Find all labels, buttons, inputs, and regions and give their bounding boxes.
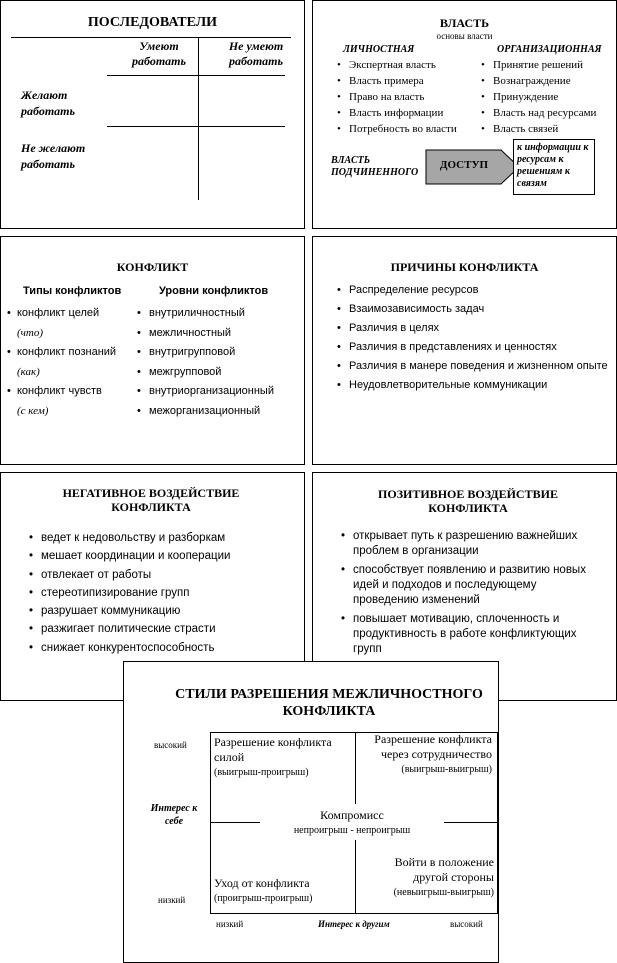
- style-accommodate-note: (невыигрыш-выигрыш): [393, 887, 494, 898]
- style-avoid-label: Уход от конфликта: [214, 876, 310, 890]
- negative-item: • отвлекает от работы: [29, 566, 299, 584]
- style-avoid: [214, 876, 354, 906]
- conflict-level-item: • внутригрупповой: [137, 343, 274, 363]
- cause-item: • Неудовлетворительные коммуникации: [337, 378, 609, 392]
- power-org-item: • Принуждение: [481, 89, 596, 105]
- conflict-level-item: • межорганизационный: [137, 402, 274, 422]
- style-compromise: [260, 808, 444, 838]
- negative-title: НЕГАТИВНОЕ ВОЗДЕЙСТВИЕ КОНФЛИКТА: [62, 486, 240, 514]
- conflict-type-note: (что): [17, 326, 44, 339]
- conflict-levels-list: [137, 304, 274, 421]
- styles-grid-h-right: [444, 822, 498, 823]
- negative-item: • разжигает политические страсти: [29, 620, 299, 638]
- followers-grid-v: [198, 38, 199, 200]
- styles-y-low: низкий: [158, 895, 186, 905]
- negative-item: • разрушает коммуникацию: [29, 602, 299, 620]
- negative-item: • мешает координации и кооперации: [29, 547, 299, 565]
- styles-y-high: высокий: [154, 740, 187, 750]
- style-compromise-note: непроигрыш - непроигрыш: [293, 825, 411, 836]
- causes-title: ПРИЧИНЫ КОНФЛИКТА: [390, 260, 539, 274]
- negative-item: • стереотипизирование групп: [29, 584, 299, 602]
- access-targets-box: к информации к ресурсам к решениям к связям: [513, 139, 595, 195]
- conflict-level-item: • внутриорганизационный: [137, 382, 274, 402]
- cause-item: • Распределение ресурсов: [337, 283, 609, 297]
- styles-grid-v-top: [355, 732, 356, 804]
- followers-grid-h1: [107, 75, 285, 76]
- conflict-type-item: • конфликт целей: [7, 307, 100, 319]
- cause-item: • Взаимозависимость задач: [337, 302, 609, 316]
- cause-item: • Различия в представлениях и ценностях: [337, 340, 609, 354]
- power-personal-item: • Экспертная власть: [337, 57, 457, 73]
- conflict-type-label: конфликт познаний: [17, 346, 117, 358]
- style-cooperation-note: (выигрыш-выигрыш): [401, 764, 492, 775]
- power-subordinate-label: ВЛАСТЬ ПОДЧИНЕННОГО: [331, 155, 419, 178]
- negative-item: • снижает конкурентоспособность: [29, 639, 299, 657]
- conflict-level-item: • внутриличностный: [137, 304, 274, 324]
- style-compromise-label: Компромисс: [320, 808, 384, 822]
- positive-title: ПОЗИТИВНОЕ ВОЗДЕЙСТВИЕ КОНФЛИКТА: [378, 487, 558, 515]
- followers-panel: [0, 0, 305, 229]
- styles-x-axis-label: Интерес к другим: [318, 919, 390, 929]
- power-personal-item: • Право на власть: [337, 89, 457, 105]
- followers-col-able: Умеют работать: [132, 39, 186, 68]
- conflict-type-item: • конфликт познаний: [7, 346, 117, 358]
- power-org-item: • Власть над ресурсами: [481, 105, 596, 121]
- conflict-types-head: Типы конфликтов: [23, 285, 122, 297]
- conflict-title: КОНФЛИКТ: [116, 260, 189, 274]
- conflict-panel: [0, 236, 305, 465]
- causes-panel: [312, 236, 617, 465]
- style-force-note: (выигрыш-проигрыш): [214, 767, 309, 778]
- style-force-label: Разрешение конфликта силой: [214, 735, 332, 764]
- conflict-type-label: конфликт чувств: [17, 385, 102, 397]
- access-arrow-label: ДОСТУП: [439, 159, 489, 171]
- power-personal-item: • Власть примера: [337, 73, 457, 89]
- styles-grid-h-left: [210, 822, 260, 823]
- positive-item: • открывает путь к разрешению важнейших проблем в организации: [341, 529, 597, 559]
- negative-list: [29, 529, 299, 657]
- followers-row-want: Желают работать: [21, 88, 75, 118]
- power-personal-list: [337, 57, 457, 137]
- cause-item: • Различия в целях: [337, 321, 609, 335]
- followers-top-rule: [11, 37, 291, 38]
- followers-grid-h2: [107, 126, 285, 127]
- power-org-list: [481, 57, 596, 137]
- positive-item: • способствует появлению и развитию новых идей и подходов и последующему проведению изменений: [341, 563, 597, 608]
- styles-grid-v-bottom: [355, 840, 356, 914]
- negative-item: • ведет к недовольству и разборкам: [29, 529, 299, 547]
- power-title: ВЛАСТЬ: [439, 16, 490, 30]
- conflict-type-note: (как): [17, 365, 40, 378]
- style-force: [214, 735, 354, 780]
- conflict-type-label: конфликт целей: [17, 307, 100, 319]
- positive-item: • повышает мотивацию, сплоченность и продуктивность в работе конфликтующих групп: [341, 612, 597, 657]
- causes-list: [337, 283, 609, 392]
- power-org-item: • Власть связей: [481, 121, 596, 137]
- followers-row-not-want: Не желают работать: [21, 141, 86, 171]
- power-subtitle: основы власти: [436, 31, 493, 41]
- conflict-type-note: (с кем): [17, 404, 49, 417]
- styles-y-axis-label: Интерес к себе: [150, 803, 198, 827]
- followers-title: ПОСЛЕДОВАТЕЛИ: [87, 15, 218, 30]
- power-personal-item: • Потребность во власти: [337, 121, 457, 137]
- conflict-types-list: [7, 304, 116, 421]
- styles-panel: [123, 661, 499, 963]
- style-avoid-note: (проигрыш-проигрыш): [214, 893, 313, 904]
- style-cooperation: [358, 732, 492, 777]
- conflict-levels-head: Уровни конфликтов: [159, 285, 269, 297]
- power-org-head: ОРГАНИЗАЦИОННАЯ: [497, 44, 602, 55]
- styles-x-high: высокий: [450, 919, 483, 929]
- power-personal-head: ЛИЧНОСТНАЯ: [343, 44, 415, 55]
- conflict-type-item: • конфликт чувств: [7, 385, 102, 397]
- positive-list: [341, 529, 597, 657]
- followers-col-unable: Не умеют работать: [228, 39, 284, 68]
- style-accommodate-label: Войти в положение другой стороны: [394, 855, 494, 884]
- cause-item: • Различия в манере поведения и жизненном опыте: [337, 359, 609, 373]
- style-accommodate: [358, 855, 494, 900]
- power-panel: [312, 0, 617, 229]
- styles-x-low: низкий: [216, 919, 244, 929]
- conflict-level-item: • межгрупповой: [137, 363, 274, 383]
- conflict-level-item: • межличностный: [137, 324, 274, 344]
- style-cooperation-label: Разрешение конфликта через сотрудничество: [374, 732, 492, 761]
- styles-title: СТИЛИ РАЗРЕШЕНИЯ МЕЖЛИЧНОСТНОГО КОНФЛИКТА: [175, 687, 483, 719]
- power-org-item: • Вознаграждение: [481, 73, 596, 89]
- power-org-item: • Принятие решений: [481, 57, 596, 73]
- power-personal-item: • Власть информации: [337, 105, 457, 121]
